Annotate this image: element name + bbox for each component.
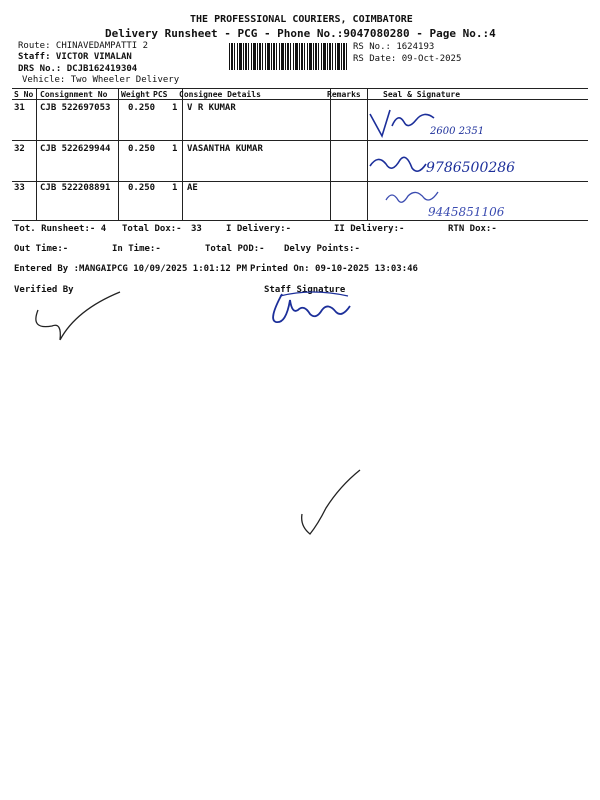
route-label: Route: CHINAVEDAMPATTI 2 xyxy=(18,41,149,51)
printed-on: Printed On: 09-10-2025 13:03:46 xyxy=(250,264,418,274)
handwritten-phone-row-1: 2600 2351 xyxy=(430,126,485,137)
barcode-image xyxy=(229,43,349,70)
handwritten-signature-row-1 xyxy=(368,102,528,142)
row-consignment-number: CJB 522629944 xyxy=(40,144,111,154)
row-consignee: VASANTHA KUMAR xyxy=(187,144,263,154)
total-pod-label: Total POD:- xyxy=(205,244,265,254)
column-header-weight: Weight xyxy=(121,90,150,99)
document-subtitle: Delivery Runsheet - PCG - Phone No.:9047080280 - Page No.:4 xyxy=(105,27,496,40)
row-sno: 33 xyxy=(14,183,25,193)
drs-number: DRS No.: DCJB162419304 xyxy=(18,64,138,74)
table-header-border xyxy=(12,99,588,100)
entered-by: Entered By :MANGAIPCG 10/09/2025 1:01:12 PM xyxy=(14,264,247,274)
row-pcs: 1 xyxy=(172,103,178,113)
table-top-border xyxy=(12,88,588,89)
delvy-points-label: Delvy Points:- xyxy=(284,244,360,254)
verified-check-mark xyxy=(30,290,130,346)
handwritten-phone-row-3: 9445851106 xyxy=(428,205,505,219)
table-column-divider xyxy=(182,88,183,220)
row-sno: 32 xyxy=(14,144,25,154)
rs-number: RS No.: 1624193 xyxy=(353,42,435,52)
rtn-dox-label: RTN Dox:- xyxy=(448,224,497,234)
table-column-divider xyxy=(330,88,331,220)
row-weight: 0.250 xyxy=(128,103,156,113)
in-time-label: In Time:- xyxy=(112,244,161,254)
total-dox-label: Total Dox:- xyxy=(122,224,182,234)
total-runsheet: Tot. Runsheet:- 4 xyxy=(14,224,107,234)
handwritten-phone-row-2: 9786500286 xyxy=(426,160,516,176)
row-pcs: 1 xyxy=(172,183,178,193)
row-consignee: V R KUMAR xyxy=(187,103,236,113)
column-header-pcs: PCS xyxy=(153,90,168,99)
row-consignment-number: CJB 522208891 xyxy=(40,183,111,193)
table-column-divider xyxy=(118,88,119,220)
staff-signature-scribble xyxy=(262,290,362,326)
table-column-divider xyxy=(36,88,37,220)
table-bottom-border xyxy=(12,220,588,221)
ii-delivery-label: II Delivery:- xyxy=(334,224,405,234)
column-header-consignee: Consignee Details xyxy=(179,90,261,99)
large-check-mark xyxy=(296,468,366,538)
column-header-remarks: Remarks xyxy=(327,90,361,99)
vehicle-label: Vehicle: Two Wheeler Delivery xyxy=(22,75,180,85)
handwritten-signature-row-3 xyxy=(368,184,548,220)
row-consignment-number: CJB 522697053 xyxy=(40,103,111,113)
staff-signature-label: Staff Signature xyxy=(264,285,346,295)
handwritten-signature-row-2 xyxy=(368,150,548,182)
document-title: THE PROFESSIONAL COURIERS, COIMBATORE xyxy=(190,14,413,25)
column-header-consignment: Consignment No xyxy=(40,90,108,99)
column-header-sno: S No xyxy=(14,90,34,99)
row-pcs: 1 xyxy=(172,144,178,154)
total-dox-value: 33 xyxy=(191,224,202,234)
staff-label: Staff: VICTOR VIMALAN xyxy=(18,52,132,62)
column-header-signature: Seal & Signature xyxy=(383,90,461,99)
rs-date: RS Date: 09-Oct-2025 xyxy=(353,54,462,64)
row-consignee: AE xyxy=(187,183,198,193)
out-time-label: Out Time:- xyxy=(14,244,69,254)
row-weight: 0.250 xyxy=(128,144,156,154)
verified-by-label: Verified By xyxy=(14,285,74,295)
row-weight: 0.250 xyxy=(128,183,156,193)
row-sno: 31 xyxy=(14,103,25,113)
i-delivery-label: I Delivery:- xyxy=(226,224,292,234)
